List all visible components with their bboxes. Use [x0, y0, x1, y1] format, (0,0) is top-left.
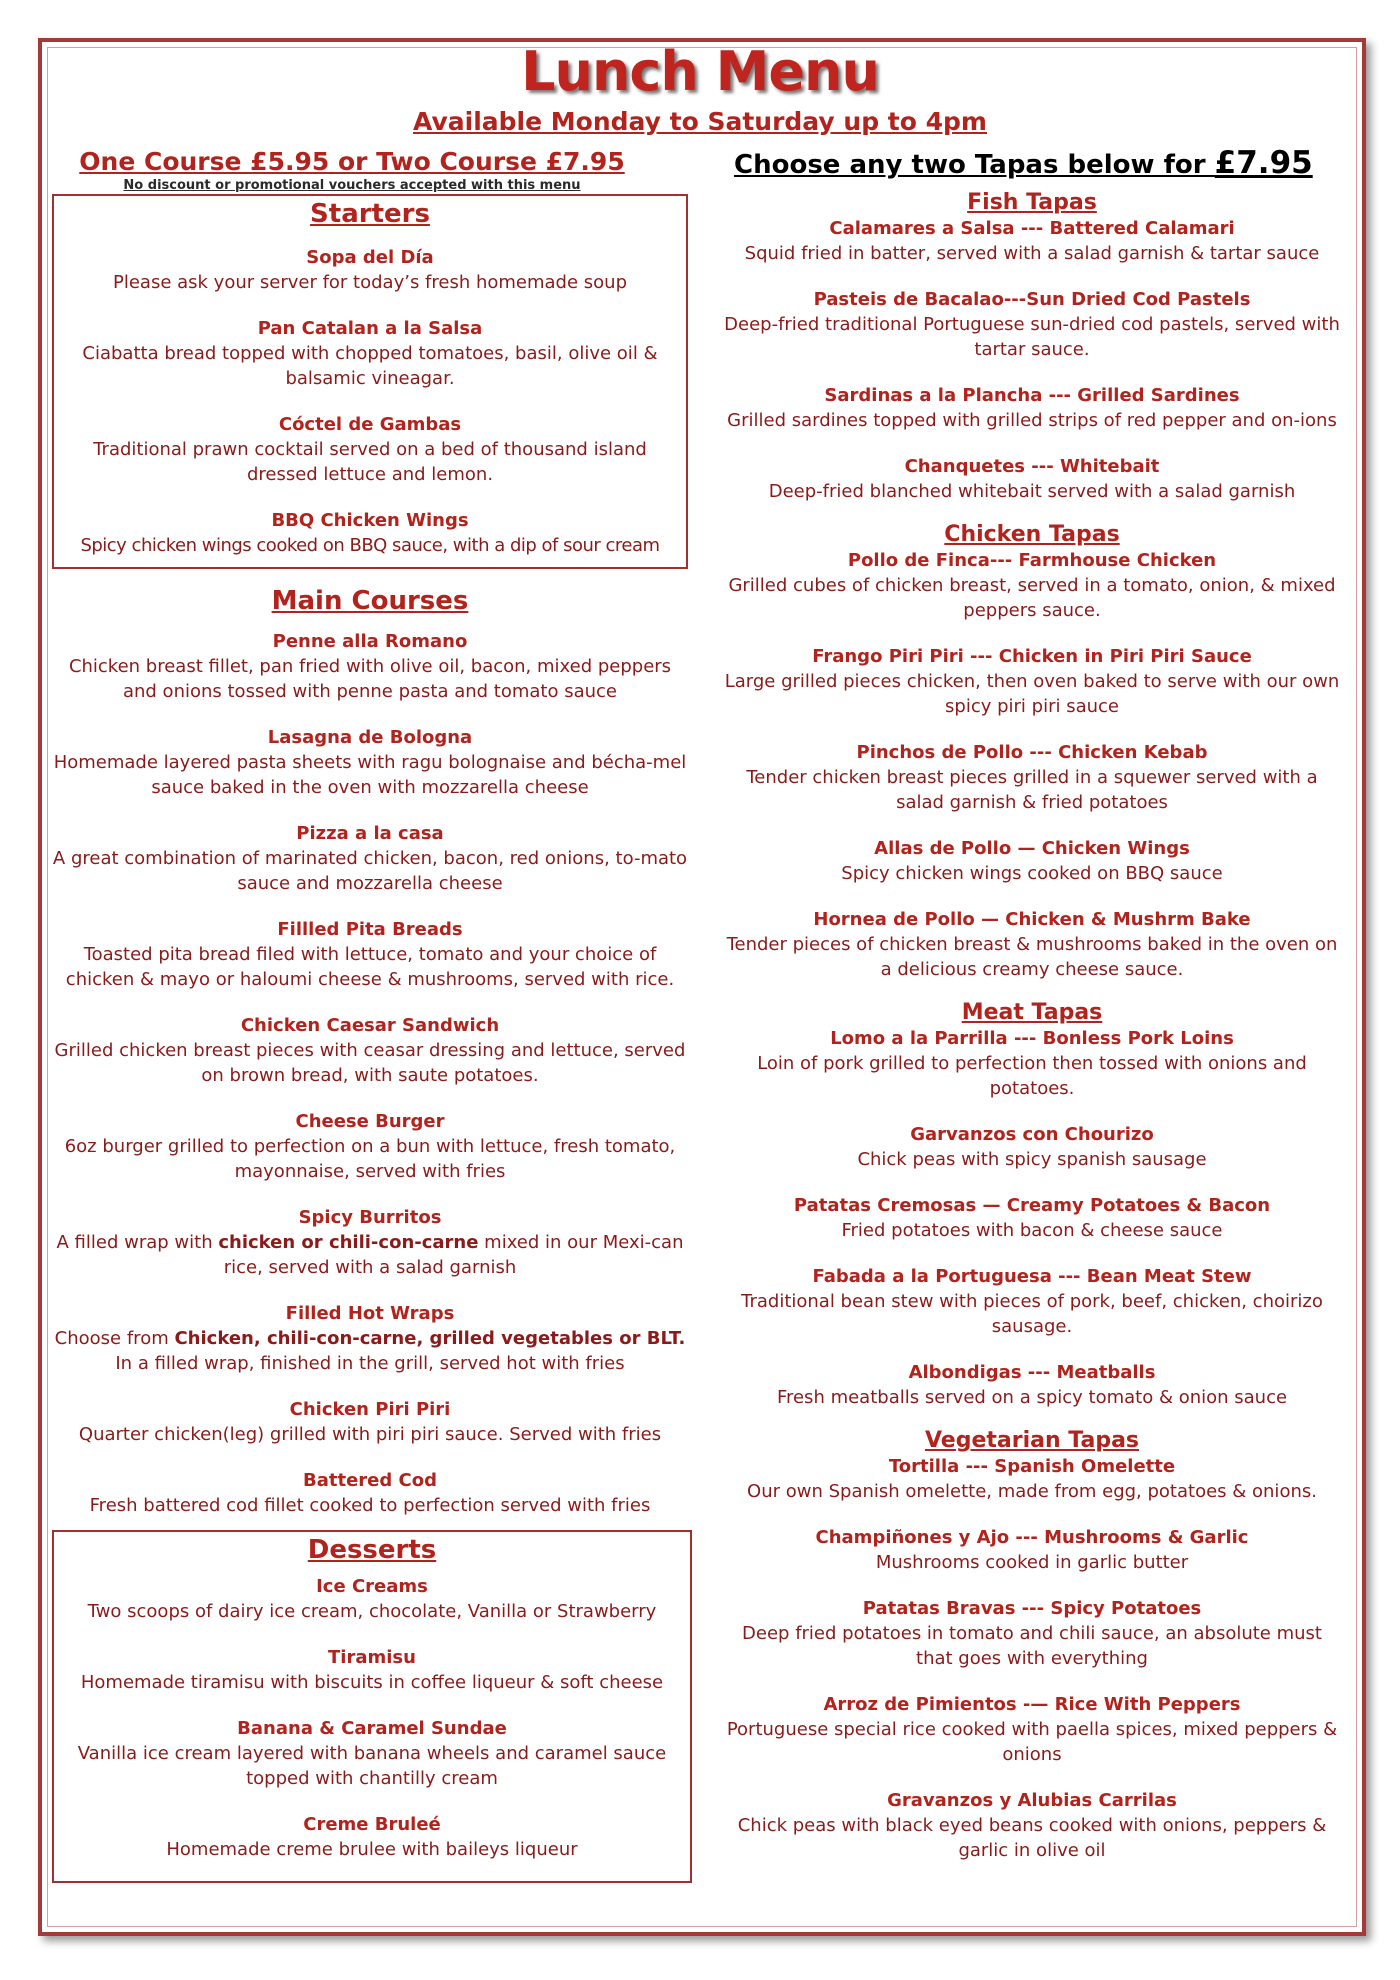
item-name: Champiñones y Ajo --- Mushrooms & Garlic: [815, 1527, 1249, 1548]
item-description: Chick peas with black eyed beans cooked with onions, peppers & garlic in olive oil: [737, 1815, 1327, 1861]
menu-item: [52, 1013, 688, 1088]
menu-item: [722, 1788, 1342, 1863]
menu-item: [722, 1264, 1342, 1339]
item-description: Grilled cubes of chicken breast, served in a tomato, onion, & mixed peppers sauce.: [728, 575, 1336, 621]
desc-text: Choose from: [54, 1328, 175, 1349]
menu-item: [52, 1205, 688, 1280]
item-description: A great combination of marinated chicken, bacon, red onions, to-mato sauce and mozzarella cheese: [52, 848, 688, 894]
item-description: Squid fried in batter, served with a salad garnish & tartar sauce: [744, 243, 1320, 264]
desc-text: mixed in our Mexi-can rice, served with a salad garnish: [223, 1232, 684, 1278]
menu-item: [52, 1397, 688, 1447]
menu-item: [54, 1574, 690, 1624]
desserts-heading: Desserts: [307, 1535, 437, 1565]
tapas-offer-price: £7.95: [1214, 145, 1313, 181]
item-description: [52, 1230, 688, 1280]
item-name: BBQ Chicken Wings: [271, 510, 469, 531]
item-name: Pizza a la casa: [296, 823, 444, 844]
menu-item: [722, 216, 1342, 266]
desc-bold-text: chicken or chili-con-carne: [218, 1232, 479, 1253]
item-description: Fresh battered cod fillet cooked to perfection served with fries: [89, 1495, 651, 1516]
item-description: Deep fried potatoes in tomato and chili sauce, an absolute must that goes with everything: [742, 1623, 1322, 1669]
item-name: Penne alla Romano: [272, 631, 468, 652]
menu-item: [54, 412, 686, 487]
item-name: Hornea de Pollo — Chicken & Mushrm Bake: [813, 909, 1251, 930]
item-name: Sardinas a la Plancha --- Grilled Sardines: [824, 385, 1240, 406]
chicken-tapas-section: [722, 522, 1342, 982]
menu-header: [0, 42, 1400, 138]
item-description: Ciabatta bread topped with chopped tomatoes, basil, olive oil & balsamic vineagar.: [82, 343, 658, 389]
menu-item: [722, 1193, 1342, 1243]
item-description: Fried potatoes with bacon & cheese sauce: [841, 1220, 1223, 1241]
item-name: Garvanzos con Chourizo: [910, 1124, 1154, 1145]
item-description: Fresh meatballs served on a spicy tomato & onion sauce: [776, 1387, 1288, 1408]
menu-item: [722, 740, 1342, 815]
item-name: Sopa del Día: [306, 247, 434, 268]
item-name: Lomo a la Parrilla --- Bonless Pork Loins: [830, 1028, 1234, 1049]
item-name: Allas de Pollo — Chicken Wings: [874, 838, 1190, 859]
menu-item: [52, 1109, 688, 1184]
item-name: Patatas Bravas --- Spicy Potatoes: [862, 1598, 1202, 1619]
item-description: Tender chicken breast pieces grilled in a squewer served with a salad garnish & fried potatoes: [746, 767, 1318, 813]
item-name: Spicy Burritos: [298, 1207, 442, 1228]
menu-availability: Available Monday to Saturday up to 4pm: [413, 107, 987, 136]
menu-item: [722, 454, 1342, 504]
item-name: Cheese Burger: [295, 1111, 445, 1132]
item-name: Pinchos de Pollo --- Chicken Kebab: [856, 742, 1208, 763]
menu-item: [722, 1026, 1342, 1101]
menu-item: [54, 1716, 690, 1791]
item-description: Portuguese special rice cooked with paella spices, mixed peppers & onions: [726, 1719, 1338, 1765]
item-description: 6oz burger grilled to perfection on a bun with lettuce, fresh tomato, mayonnaise, served with fries: [64, 1136, 676, 1182]
item-name: Patatas Cremosas — Creamy Potatoes & Bacon: [793, 1195, 1271, 1216]
course-price-heading: One Course £5.95 or Two Course £7.95: [79, 147, 625, 176]
menu-item: [722, 1360, 1342, 1410]
tapas-offer-text: Choose any two Tapas below for: [734, 150, 1215, 180]
item-name: Fabada a la Portuguesa --- Bean Meat Stew: [812, 1266, 1252, 1287]
item-name: Gravanzos y Alubias Carrilas: [887, 1790, 1177, 1811]
item-description: Our own Spanish omelette, made from egg, potatoes & onions.: [747, 1481, 1317, 1502]
item-description: Chicken breast fillet, pan fried with olive oil, bacon, mixed peppers and onions tossed with penne pasta and tomato sauce: [68, 656, 672, 702]
vegetarian-tapas-section: [722, 1428, 1342, 1863]
desserts-section: [52, 1530, 692, 1883]
left-column: [52, 146, 692, 1883]
menu-item: [722, 1454, 1342, 1504]
item-description: Large grilled pieces chicken, then oven baked to serve with our own spicy piri piri sauce: [724, 671, 1340, 717]
meat-tapas-section: [722, 1000, 1342, 1410]
menu-item: [722, 836, 1342, 886]
meat-tapas-heading: Meat Tapas: [961, 1000, 1103, 1025]
item-name: Banana & Caramel Sundae: [237, 1718, 507, 1739]
item-name: Battered Cod: [303, 1470, 437, 1491]
menu-item: [722, 644, 1342, 719]
item-name: Albondigas --- Meatballs: [908, 1362, 1156, 1383]
item-name: Calamares a Salsa --- Battered Calamari: [829, 218, 1235, 239]
main-courses-section: [52, 585, 688, 1518]
item-name: Arroz de Pimientos -— Rice With Peppers: [823, 1694, 1241, 1715]
item-description: Vanilla ice cream layered with banana wheels and caramel sauce topped with chantilly cream: [77, 1743, 667, 1789]
item-description: Loin of pork grilled to perfection then tossed with onions and potatoes.: [757, 1053, 1307, 1099]
item-description: Traditional prawn cocktail served on a bed of thousand island dressed lettuce and lemon.: [93, 439, 647, 485]
menu-item: [54, 245, 686, 295]
item-description: Homemade layered pasta sheets with ragu bolognaise and bécha-mel sauce baked in the oven with mozzarella cheese: [53, 752, 687, 798]
item-description: Tender pieces of chicken breast & mushrooms baked in the oven on a delicious creamy cheese sauce.: [726, 934, 1338, 980]
right-column: [722, 146, 1342, 1863]
item-name: Frango Piri Piri --- Chicken in Piri Piri Sauce: [812, 646, 1252, 667]
menu-item: [54, 1812, 690, 1862]
item-name: Filled Hot Wraps: [285, 1303, 455, 1324]
menu-item: [52, 917, 688, 992]
item-name: Tortilla --- Spanish Omelette: [888, 1456, 1176, 1477]
menu-item: [722, 1122, 1342, 1172]
item-name: Chicken Caesar Sandwich: [240, 1015, 500, 1036]
item-description: Spicy chicken wings cooked on BBQ sauce: [841, 863, 1223, 884]
item-description: Chick peas with spicy spanish sausage: [857, 1149, 1207, 1170]
item-description: Quarter chicken(leg) grilled with piri piri sauce. Served with fries: [78, 1424, 662, 1445]
starters-heading: Starters: [310, 199, 430, 229]
item-name: Pollo de Finca--- Farmhouse Chicken: [847, 550, 1217, 571]
menu-item: [52, 821, 688, 896]
desc-text: A filled wrap with: [56, 1232, 219, 1253]
item-description: [52, 1326, 688, 1376]
item-description: Traditional bean stew with pieces of pork, beef, chicken, choirizo sausage.: [741, 1291, 1323, 1337]
menu-item: [54, 508, 686, 558]
menu-item: [52, 1468, 688, 1518]
menu-title: Lunch Menu: [521, 40, 879, 103]
menu-item: [52, 1301, 688, 1376]
item-description: Toasted pita bread filed with lettuce, tomato and your choice of chicken & mayo or haloumi cheese & mushrooms, served with rice.: [65, 944, 675, 990]
voucher-disclaimer: No discount or promotional vouchers accepted with this menu: [123, 178, 581, 193]
item-description: Mushrooms cooked in garlic butter: [875, 1552, 1189, 1573]
tapas-offer-heading: [722, 146, 1342, 182]
item-name: Creme Bruleé: [303, 1814, 441, 1835]
item-name: Chicken Piri Piri: [289, 1399, 451, 1420]
item-description: Please ask your server for today’s fresh homemade soup: [112, 272, 628, 293]
fish-tapas-heading: Fish Tapas: [967, 190, 1097, 215]
menu-item: [722, 1525, 1342, 1575]
chicken-tapas-heading: Chicken Tapas: [944, 522, 1120, 547]
item-description: Homemade creme brulee with baileys liqueur: [166, 1839, 578, 1860]
item-name: Chanquetes --- Whitebait: [904, 456, 1160, 477]
item-name: Pasteis de Bacalao---Sun Dried Cod Pastels: [813, 289, 1251, 310]
menu-item: [52, 725, 688, 800]
fish-tapas-section: [722, 190, 1342, 504]
item-name: Cóctel de Gambas: [278, 414, 462, 435]
menu-item: [722, 907, 1342, 982]
item-description: Two scoops of dairy ice cream, chocolate, Vanilla or Strawberry: [87, 1601, 657, 1622]
desc-bold-text: Chicken, chili-con-carne, grilled vegetables or BLT.: [174, 1328, 686, 1349]
item-description: Homemade tiramisu with biscuits in coffee liqueur & soft cheese: [80, 1672, 664, 1693]
desc-text: In a filled wrap, finished in the grill, served hot with fries: [115, 1353, 625, 1374]
menu-item: [722, 287, 1342, 362]
item-description: Deep-fried blanched whitebait served with a salad garnish: [768, 481, 1296, 502]
item-name: Pan Catalan a la Salsa: [257, 318, 483, 339]
menu-item: [54, 316, 686, 391]
main-courses-heading: Main Courses: [271, 586, 469, 616]
item-description: Grilled sardines topped with grilled strips of red pepper and on-ions: [727, 410, 1337, 431]
item-name: Lasagna de Bologna: [267, 727, 473, 748]
starters-section: [52, 194, 688, 569]
item-name: Tiramisu: [328, 1647, 416, 1668]
menu-item: [722, 548, 1342, 623]
menu-item: [52, 629, 688, 704]
menu-item: [722, 1596, 1342, 1671]
item-name: Fillled Pita Breads: [277, 919, 463, 940]
item-description: Grilled chicken breast pieces with ceasar dressing and lettuce, served on brown bread, with saute potatoes.: [54, 1040, 686, 1086]
menu-item: [722, 383, 1342, 433]
item-description: Deep-fried traditional Portuguese sun-dried cod pastels, served with tartar sauce.: [724, 314, 1340, 360]
menu-item: [722, 1692, 1342, 1767]
item-description: Spicy chicken wings cooked on BBQ sauce, with a dip of sour cream: [80, 535, 660, 556]
menu-item: [54, 1645, 690, 1695]
item-name: Ice Creams: [316, 1576, 428, 1597]
vegetarian-tapas-heading: Vegetarian Tapas: [924, 1428, 1140, 1453]
